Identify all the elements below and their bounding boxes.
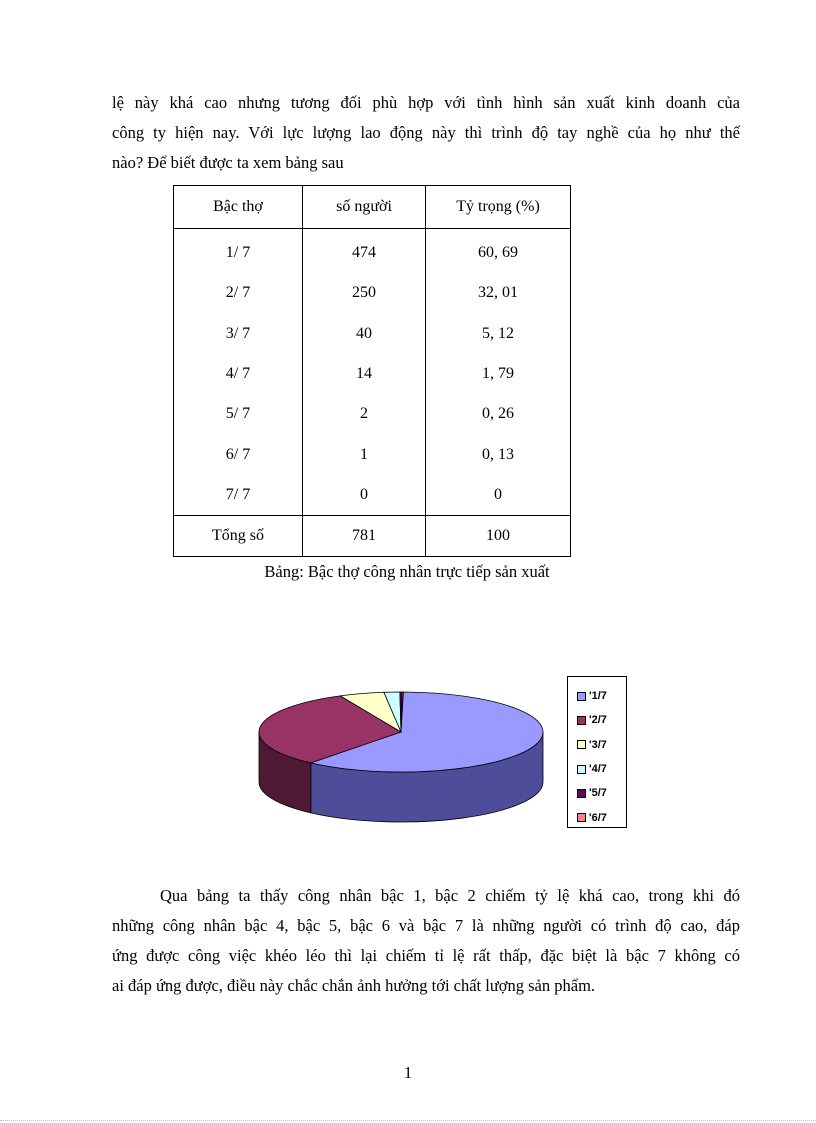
header-cell: Tỷ trọng (%) [426, 186, 571, 229]
pie-tops [259, 692, 543, 772]
total-count-cell: 781 [303, 516, 426, 557]
legend-label: '2/7 [589, 714, 607, 727]
count-cell: 14 [303, 354, 426, 394]
conclusion-line: những công nhân bậc 4, bậc 5, bậc 6 và bậc 7 là những người có trình độ cao, đáp [112, 916, 740, 935]
share-cell: 1, 79 [426, 354, 571, 394]
conclusion-line: ai đáp ứng được, điều này chắc chắn ảnh hưởng tới chất lượng sản phẩm. [112, 976, 596, 995]
grade-cell: 4/ 7 [174, 354, 303, 394]
header-cell: Bậc thợ [174, 186, 303, 229]
conclusion-paragraph [112, 881, 740, 1001]
share-cell: 0 [426, 475, 571, 516]
page-bottom-border [0, 1120, 816, 1121]
count-cell: 474 [303, 229, 426, 274]
pie-chart [250, 680, 550, 840]
grade-cell: 7/ 7 [174, 475, 303, 516]
grade-cell: 6/ 7 [174, 434, 303, 474]
legend-item [577, 708, 626, 732]
count-cell: 1 [303, 434, 426, 474]
grade-cell: 5/ 7 [174, 394, 303, 434]
share-cell: 0, 26 [426, 394, 571, 434]
intro-paragraph [112, 88, 740, 178]
worker-grade-table [173, 185, 571, 557]
total-label-cell: Tổng số [174, 516, 303, 557]
legend-swatch [577, 813, 586, 822]
table-row [174, 229, 571, 274]
intro-line: lệ này khá cao nhưng tương đối phù hợp với tình hình sản xuất kinh doanh của [112, 93, 740, 112]
total-share-cell: 100 [426, 516, 571, 557]
conclusion-line: ứng được công việc khéo léo thì lại chiếm tỉ lệ rất thấp, đặc biệt là bậc 7 không có [112, 946, 740, 965]
legend-label: '4/7 [589, 763, 607, 776]
legend-swatch [577, 789, 586, 798]
page-number: 1 [403, 1063, 413, 1082]
grade-cell: 2/ 7 [174, 273, 303, 313]
share-cell: 5, 12 [426, 314, 571, 354]
grade-cell: 3/ 7 [174, 314, 303, 354]
conclusion-line: Qua bảng ta thấy công nhân bậc 1, bậc 2 chiếm tỷ lệ khá cao, trong khi đó [160, 886, 740, 905]
share-cell: 0, 13 [426, 434, 571, 474]
table-row [174, 354, 571, 394]
legend-swatch [577, 692, 586, 701]
legend-label: '3/7 [589, 738, 607, 751]
count-cell: 250 [303, 273, 426, 313]
table-row [174, 394, 571, 434]
table-row [174, 273, 571, 313]
table-row [174, 314, 571, 354]
count-cell: 40 [303, 314, 426, 354]
share-cell: 32, 01 [426, 273, 571, 313]
header-cell: số người [303, 186, 426, 229]
table-header-row [174, 186, 571, 229]
legend-item [577, 805, 626, 829]
legend-label: '5/7 [589, 787, 607, 800]
intro-line: nào? Để biết được ta xem bảng sau [112, 153, 344, 172]
legend-label: '6/7 [589, 811, 607, 824]
legend-item [577, 781, 626, 805]
count-cell: 0 [303, 475, 426, 516]
table-row [174, 475, 571, 516]
legend-item [577, 757, 626, 781]
legend-swatch [577, 740, 586, 749]
legend-swatch [577, 716, 586, 725]
legend-swatch [577, 765, 586, 774]
table-caption: Bảng: Bậc thợ công nhân trực tiếp sản xuất [264, 562, 550, 581]
legend-item [577, 684, 626, 708]
table-row [174, 434, 571, 474]
table-total-row [174, 516, 571, 557]
chart-legend [567, 676, 627, 828]
legend-label: '1/7 [589, 690, 607, 703]
share-cell: 60, 69 [426, 229, 571, 274]
legend-item [577, 733, 626, 757]
count-cell: 2 [303, 394, 426, 434]
grade-cell: 1/ 7 [174, 229, 303, 274]
intro-line: công ty hiện nay. Với lực lượng lao động này thì trình độ tay nghề của họ như thế [112, 123, 740, 142]
